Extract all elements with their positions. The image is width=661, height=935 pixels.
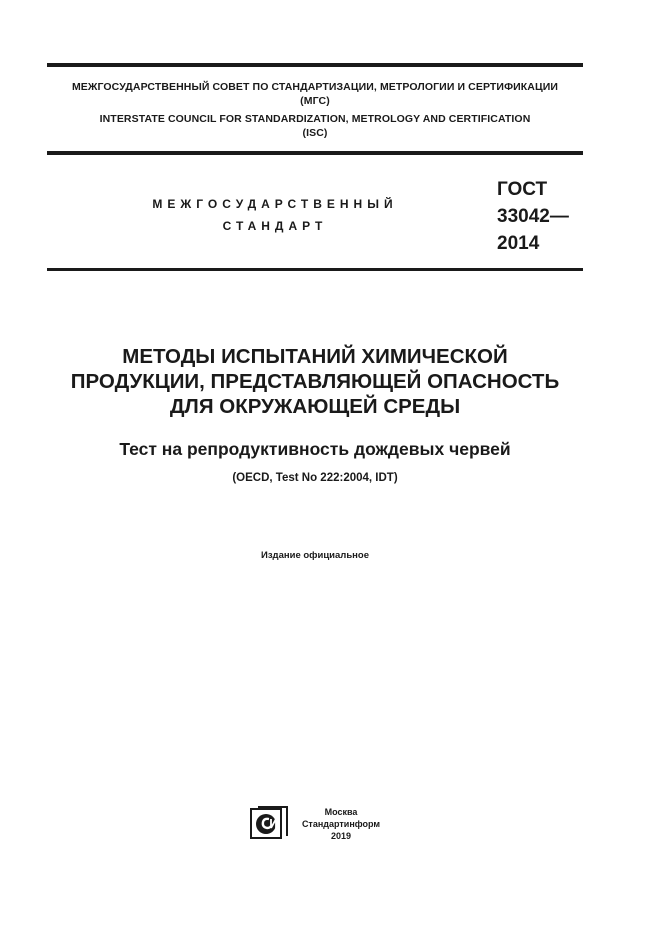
publisher-city: Москва bbox=[324, 807, 358, 817]
standard-type bbox=[100, 193, 450, 237]
standard-type-line2: СТАНДАРТ bbox=[222, 219, 328, 233]
gost-designation bbox=[497, 176, 569, 257]
council-abbr-en: (ISC) bbox=[302, 127, 328, 139]
document-subtitle: Тест на репродуктивность дождевых червей bbox=[119, 439, 511, 459]
top-rule bbox=[47, 63, 583, 67]
gost-year: 2014 bbox=[497, 233, 540, 254]
council-name-en bbox=[47, 112, 583, 140]
publisher-name: Стандартинформ bbox=[301, 819, 381, 829]
council-name-ru-line1: МЕЖГОСУДАРСТВЕННЫЙ СОВЕТ ПО СТАНДАРТИЗАЦИИ, МЕТРОЛОГИИ И СЕРТИФИКАЦИИ bbox=[71, 81, 559, 93]
council-name-en-line1: INTERSTATE COUNCIL FOR STANDARDIZATION, METROLOGY AND CERTIFICATION bbox=[99, 113, 531, 125]
document-title bbox=[40, 344, 590, 419]
middle-rule bbox=[47, 151, 583, 155]
document-title-line2: ПРОДУКЦИИ, ПРЕДСТАВЛЯЮЩЕЙ ОПАСНОСТЬ bbox=[70, 370, 560, 393]
gost-prefix: ГОСТ bbox=[497, 179, 548, 200]
lower-rule bbox=[47, 268, 583, 271]
standartinform-logo-icon bbox=[250, 806, 288, 840]
publisher-year: 2019 bbox=[330, 831, 352, 841]
document-title-line3: ДЛЯ ОКРУЖАЮЩЕЙ СРЕДЫ bbox=[169, 395, 461, 418]
gost-number: 33042— bbox=[497, 206, 569, 227]
edition-label: Издание официальное bbox=[261, 550, 369, 561]
publisher-info bbox=[296, 806, 386, 842]
council-name-ru bbox=[47, 80, 583, 108]
standard-type-line1: МЕЖГОСУДАРСТВЕННЫЙ bbox=[152, 197, 398, 211]
document-reference: (OECD, Test No 222:2004, IDT) bbox=[232, 472, 398, 484]
document-title-line1: МЕТОДЫ ИСПЫТАНИЙ ХИМИЧЕСКОЙ bbox=[122, 345, 508, 368]
council-abbr-ru: (МГС) bbox=[300, 95, 330, 107]
